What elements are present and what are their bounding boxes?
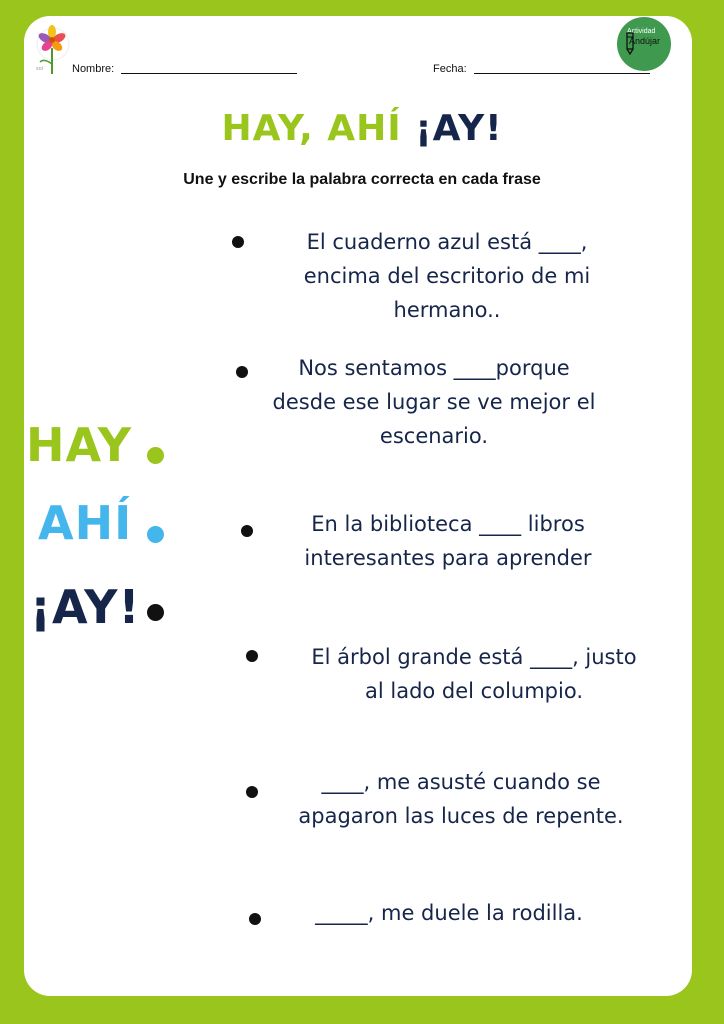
word-hay: HAY xyxy=(26,418,133,472)
title-hay-ahi: HAY, AHÍ xyxy=(221,108,402,149)
sentence-3-dot[interactable] xyxy=(241,525,253,537)
sentence-6 xyxy=(284,896,614,930)
sentence-4-line-2: al lado del columpio. xyxy=(364,679,583,703)
date-label: Fecha: xyxy=(433,63,467,75)
name-label: Nombre: xyxy=(72,63,115,75)
sentence-5 xyxy=(264,765,658,833)
sentence-3 xyxy=(262,507,634,575)
flower-logo-icon xyxy=(30,24,76,78)
sentence-1-line-2: encima del escritorio de mi xyxy=(303,264,591,288)
sentence-1-dot[interactable] xyxy=(232,236,244,248)
sentence-6-dot[interactable] xyxy=(249,913,261,925)
sentence-1 xyxy=(262,225,632,327)
pencil-logo-icon xyxy=(625,31,635,55)
sentence-2-line-2: desde ese lugar se ve mejor el xyxy=(272,390,596,414)
word-hay-dot[interactable] xyxy=(147,447,164,464)
sentence-4-dot[interactable] xyxy=(246,650,258,662)
sentence-2 xyxy=(238,351,630,453)
title-ay: ¡AY! xyxy=(415,108,503,149)
word-ahi: AHÍ xyxy=(38,496,133,550)
svg-text:sol: sol xyxy=(36,66,44,72)
sentence-1-line-3: hermano.. xyxy=(393,298,501,322)
sentence-3-line-1: En la biblioteca ____ libros xyxy=(311,512,585,536)
sentence-1-line-1: El cuaderno azul está ____, xyxy=(306,230,588,254)
logo-small-text: Actividad xyxy=(627,28,656,35)
sentence-5-line-1: ____, me asusté cuando se xyxy=(321,770,601,794)
sentence-2-line-1: Nos sentamos ____porque xyxy=(298,356,570,380)
sentence-6-line-1: _____, me duele la rodilla. xyxy=(315,901,583,925)
word-ay: ¡AY! xyxy=(30,580,141,634)
sentence-4 xyxy=(274,640,674,708)
sentence-5-dot[interactable] xyxy=(246,786,258,798)
name-line xyxy=(121,73,297,74)
page-title xyxy=(0,108,724,149)
logo-text: Andújar xyxy=(629,36,661,46)
date-line xyxy=(474,73,650,74)
sentence-4-line-1: El árbol grande está ____, justo xyxy=(311,645,637,669)
sentence-5-line-2: apagaron las luces de repente. xyxy=(298,804,624,828)
name-field[interactable] xyxy=(72,63,297,75)
word-ay-dot[interactable] xyxy=(147,604,164,621)
instructions: Une y escribe la palabra correcta en cada frase xyxy=(183,171,541,188)
sentence-3-line-2: interesantes para aprender xyxy=(304,546,592,570)
word-ahi-dot[interactable] xyxy=(147,526,164,543)
sentence-2-line-3: escenario. xyxy=(379,424,489,448)
date-field[interactable] xyxy=(433,63,650,75)
